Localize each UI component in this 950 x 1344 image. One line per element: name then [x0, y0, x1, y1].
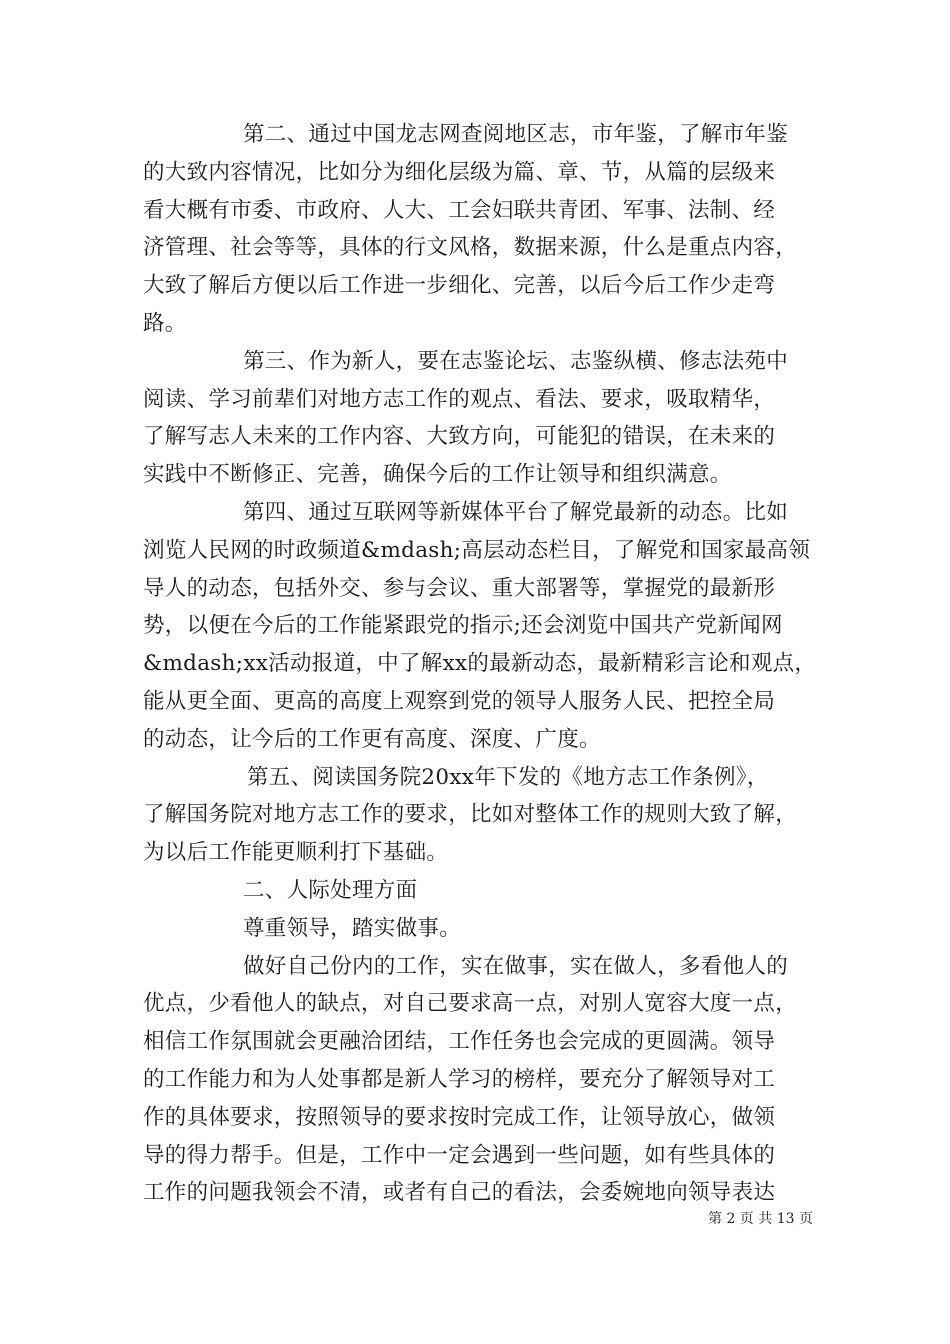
text-line: 尊重领导，踏实做事。	[243, 915, 462, 941]
page-number: 第 2 页 共 13 页	[708, 1211, 813, 1227]
text-line: 实践中不断修正、完善，确保今后的工作让领导和组织满意。	[143, 462, 732, 488]
text-line: 作的具体要求，按照领导的要求按时完成工作，让领导放心，做领	[143, 1104, 776, 1130]
text-line: 第三、作为新人，要在志鉴论坛、志鉴纵横、修志法苑中	[243, 348, 789, 374]
text-line: 导人的动态，包括外交、参与会议、重大部署等，掌握党的最新形	[143, 575, 776, 601]
text-line: 了解写志人未来的工作内容、大致方向，可能犯的错误，在未来的	[143, 424, 776, 450]
section-heading: 二、人际处理方面	[243, 877, 418, 903]
text-line: 优点，少看他人的缺点，对自己要求高一点，对别人宽容大度一点，	[143, 991, 798, 1017]
text-line: 的动态，让今后的工作更有高度、深度、广度。	[143, 726, 601, 752]
text-line: 看大概有市委、市政府、人大、工会妇联共青团、军事、法制、经	[143, 197, 776, 223]
text-line: 相信工作氛围就会更融洽团结，工作任务也会完成的更圆满。领导	[143, 1029, 776, 1055]
text-line: 的工作能力和为人处事都是新人学习的榜样，要充分了解领导对工	[143, 1066, 776, 1092]
text-line: &mdash;xx活动报道，中了解xx的最新动态，最新精彩言论和观点，	[143, 651, 817, 677]
text-line: 第五、阅读国务院20xx年下发的《地方志工作条例》，	[247, 764, 769, 790]
text-line: 路。	[143, 310, 187, 336]
text-line: 第二、通过中国龙志网查阅地区志，市年鉴，了解市年鉴	[243, 122, 789, 147]
text-line: 浏览人民网的时政频道&mdash;高层动态栏目，了解党和国家最高领	[143, 537, 811, 563]
text-line: 为以后工作能更顺利打下基础。	[143, 840, 449, 866]
document-body	[143, 116, 819, 1212]
text-line: 工作的问题我领会不清，或者有自己的看法，会委婉地向领导表达	[143, 1180, 776, 1206]
text-line: 了解国务院对地方志工作的要求，比如对整体工作的规则大致了解，	[143, 802, 798, 828]
text-line: 第四、通过互联网等新媒体平台了解党最新的动态。比如	[243, 499, 789, 525]
text-line: 大致了解后方便以后工作进一步细化、完善，以后今后工作少走弯	[143, 273, 776, 299]
text-line: 济管理、社会等等，具体的行文风格，数据来源，什么是重点内容，	[143, 235, 798, 261]
text-line: 做好自己份内的工作，实在做事，实在做人，多看他人的	[243, 953, 789, 979]
text-line: 势，以便在今后的工作能紧跟党的指示;还会浏览中国共产党新闻网	[143, 613, 783, 639]
text-line: 导的得力帮手。但是，工作中一定会遇到一些问题，如有些具体的	[143, 1142, 776, 1168]
text-line: 阅读、学习前辈们对地方志工作的观点、看法、要求，吸取精华，	[143, 386, 776, 412]
text-line: 的大致内容情况，比如分为细化层级为篇、章、节，从篇的层级来	[143, 159, 776, 185]
text-line: 能从更全面、更高的高度上观察到党的领导人服务人民、把控全局	[143, 688, 776, 714]
